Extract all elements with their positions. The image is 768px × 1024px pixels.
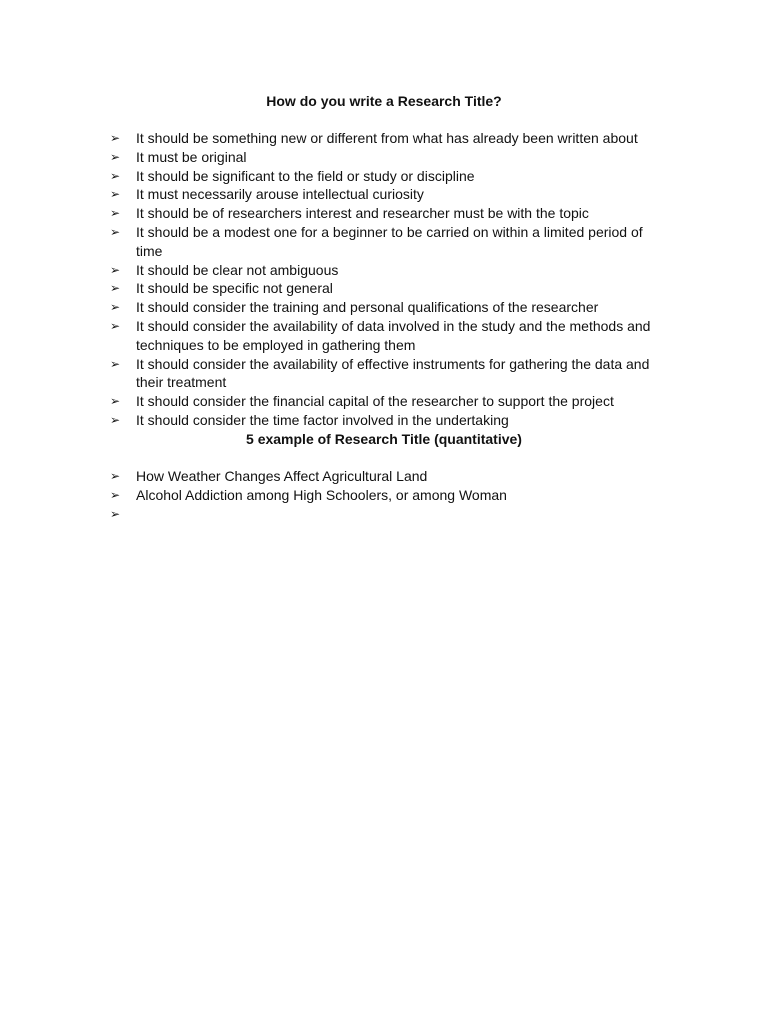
section-heading-examples: 5 example of Research Title (quantitative) (246, 431, 522, 447)
arrowhead-bullet-icon: ➢ (110, 206, 121, 221)
list-item (110, 148, 670, 167)
title-guidelines-list (110, 129, 670, 430)
list-item-text: It should consider the financial capital of the researcher to support the project (136, 393, 614, 410)
list-item-text: It should be something new or different from what has already been written about (136, 130, 638, 146)
list-item-text: Alcohol Addiction among High Schoolers, or among Woman (136, 486, 507, 503)
arrowhead-bullet-icon: ➢ (110, 487, 121, 502)
list-item-text: It should be specific not general (136, 280, 333, 297)
list-item (110, 223, 670, 261)
list-item-text: It should be of researchers interest and researcher must be with the topic (136, 205, 589, 222)
list-item-text: It should consider the time factor involved in the undertaking (136, 411, 509, 428)
list-item (110, 261, 670, 280)
list-item (110, 204, 670, 223)
arrowhead-bullet-icon: ➢ (110, 469, 121, 483)
list-item (110, 392, 670, 411)
arrowhead-bullet-icon: ➢ (110, 168, 121, 183)
arrowhead-bullet-icon: ➢ (110, 262, 121, 277)
list-item-text: It should consider the availability of effective instruments for gathering the data and their treatment (136, 355, 650, 391)
arrowhead-bullet-icon: ➢ (110, 187, 121, 202)
list-item (110, 505, 670, 524)
list-item (110, 467, 670, 486)
arrowhead-bullet-icon: ➢ (110, 131, 121, 145)
arrowhead-bullet-icon: ➢ (110, 281, 121, 296)
arrowhead-bullet-icon: ➢ (110, 318, 121, 333)
list-item-text: It should be significant to the field or study or discipline (136, 167, 475, 184)
arrowhead-bullet-icon: ➢ (110, 356, 121, 371)
list-item-text: It should consider the training and personal qualifications of the researcher (136, 299, 599, 316)
list-item-text: It should be a modest one for a beginner to be carried on within a limited period of time (136, 223, 643, 259)
list-item (110, 298, 670, 317)
arrowhead-bullet-icon: ➢ (110, 506, 121, 521)
arrowhead-bullet-icon: ➢ (110, 412, 121, 427)
list-item (110, 185, 670, 204)
list-item-text: How Weather Changes Affect Agricultural Land (136, 468, 428, 484)
list-item (110, 355, 670, 393)
list-item-text: It should consider the availability of data involved in the study and the methods and techniques to be employed in gathering them (136, 317, 651, 353)
list-item (110, 279, 670, 298)
list-item (110, 317, 670, 355)
arrowhead-bullet-icon: ➢ (110, 394, 121, 409)
section-heading-write-title: How do you write a Research Title? (266, 93, 502, 109)
list-item (110, 411, 670, 430)
list-item-text: It must necessarily arouse intellectual curiosity (136, 186, 424, 203)
list-item-text: It should be clear not ambiguous (136, 261, 339, 278)
arrowhead-bullet-icon: ➢ (110, 300, 121, 315)
example-titles-list (110, 467, 670, 523)
list-item-text: It must be original (136, 148, 247, 165)
list-item (110, 167, 670, 186)
list-item (110, 129, 670, 148)
arrowhead-bullet-icon: ➢ (110, 149, 121, 164)
list-item (110, 486, 670, 505)
arrowhead-bullet-icon: ➢ (110, 224, 121, 239)
